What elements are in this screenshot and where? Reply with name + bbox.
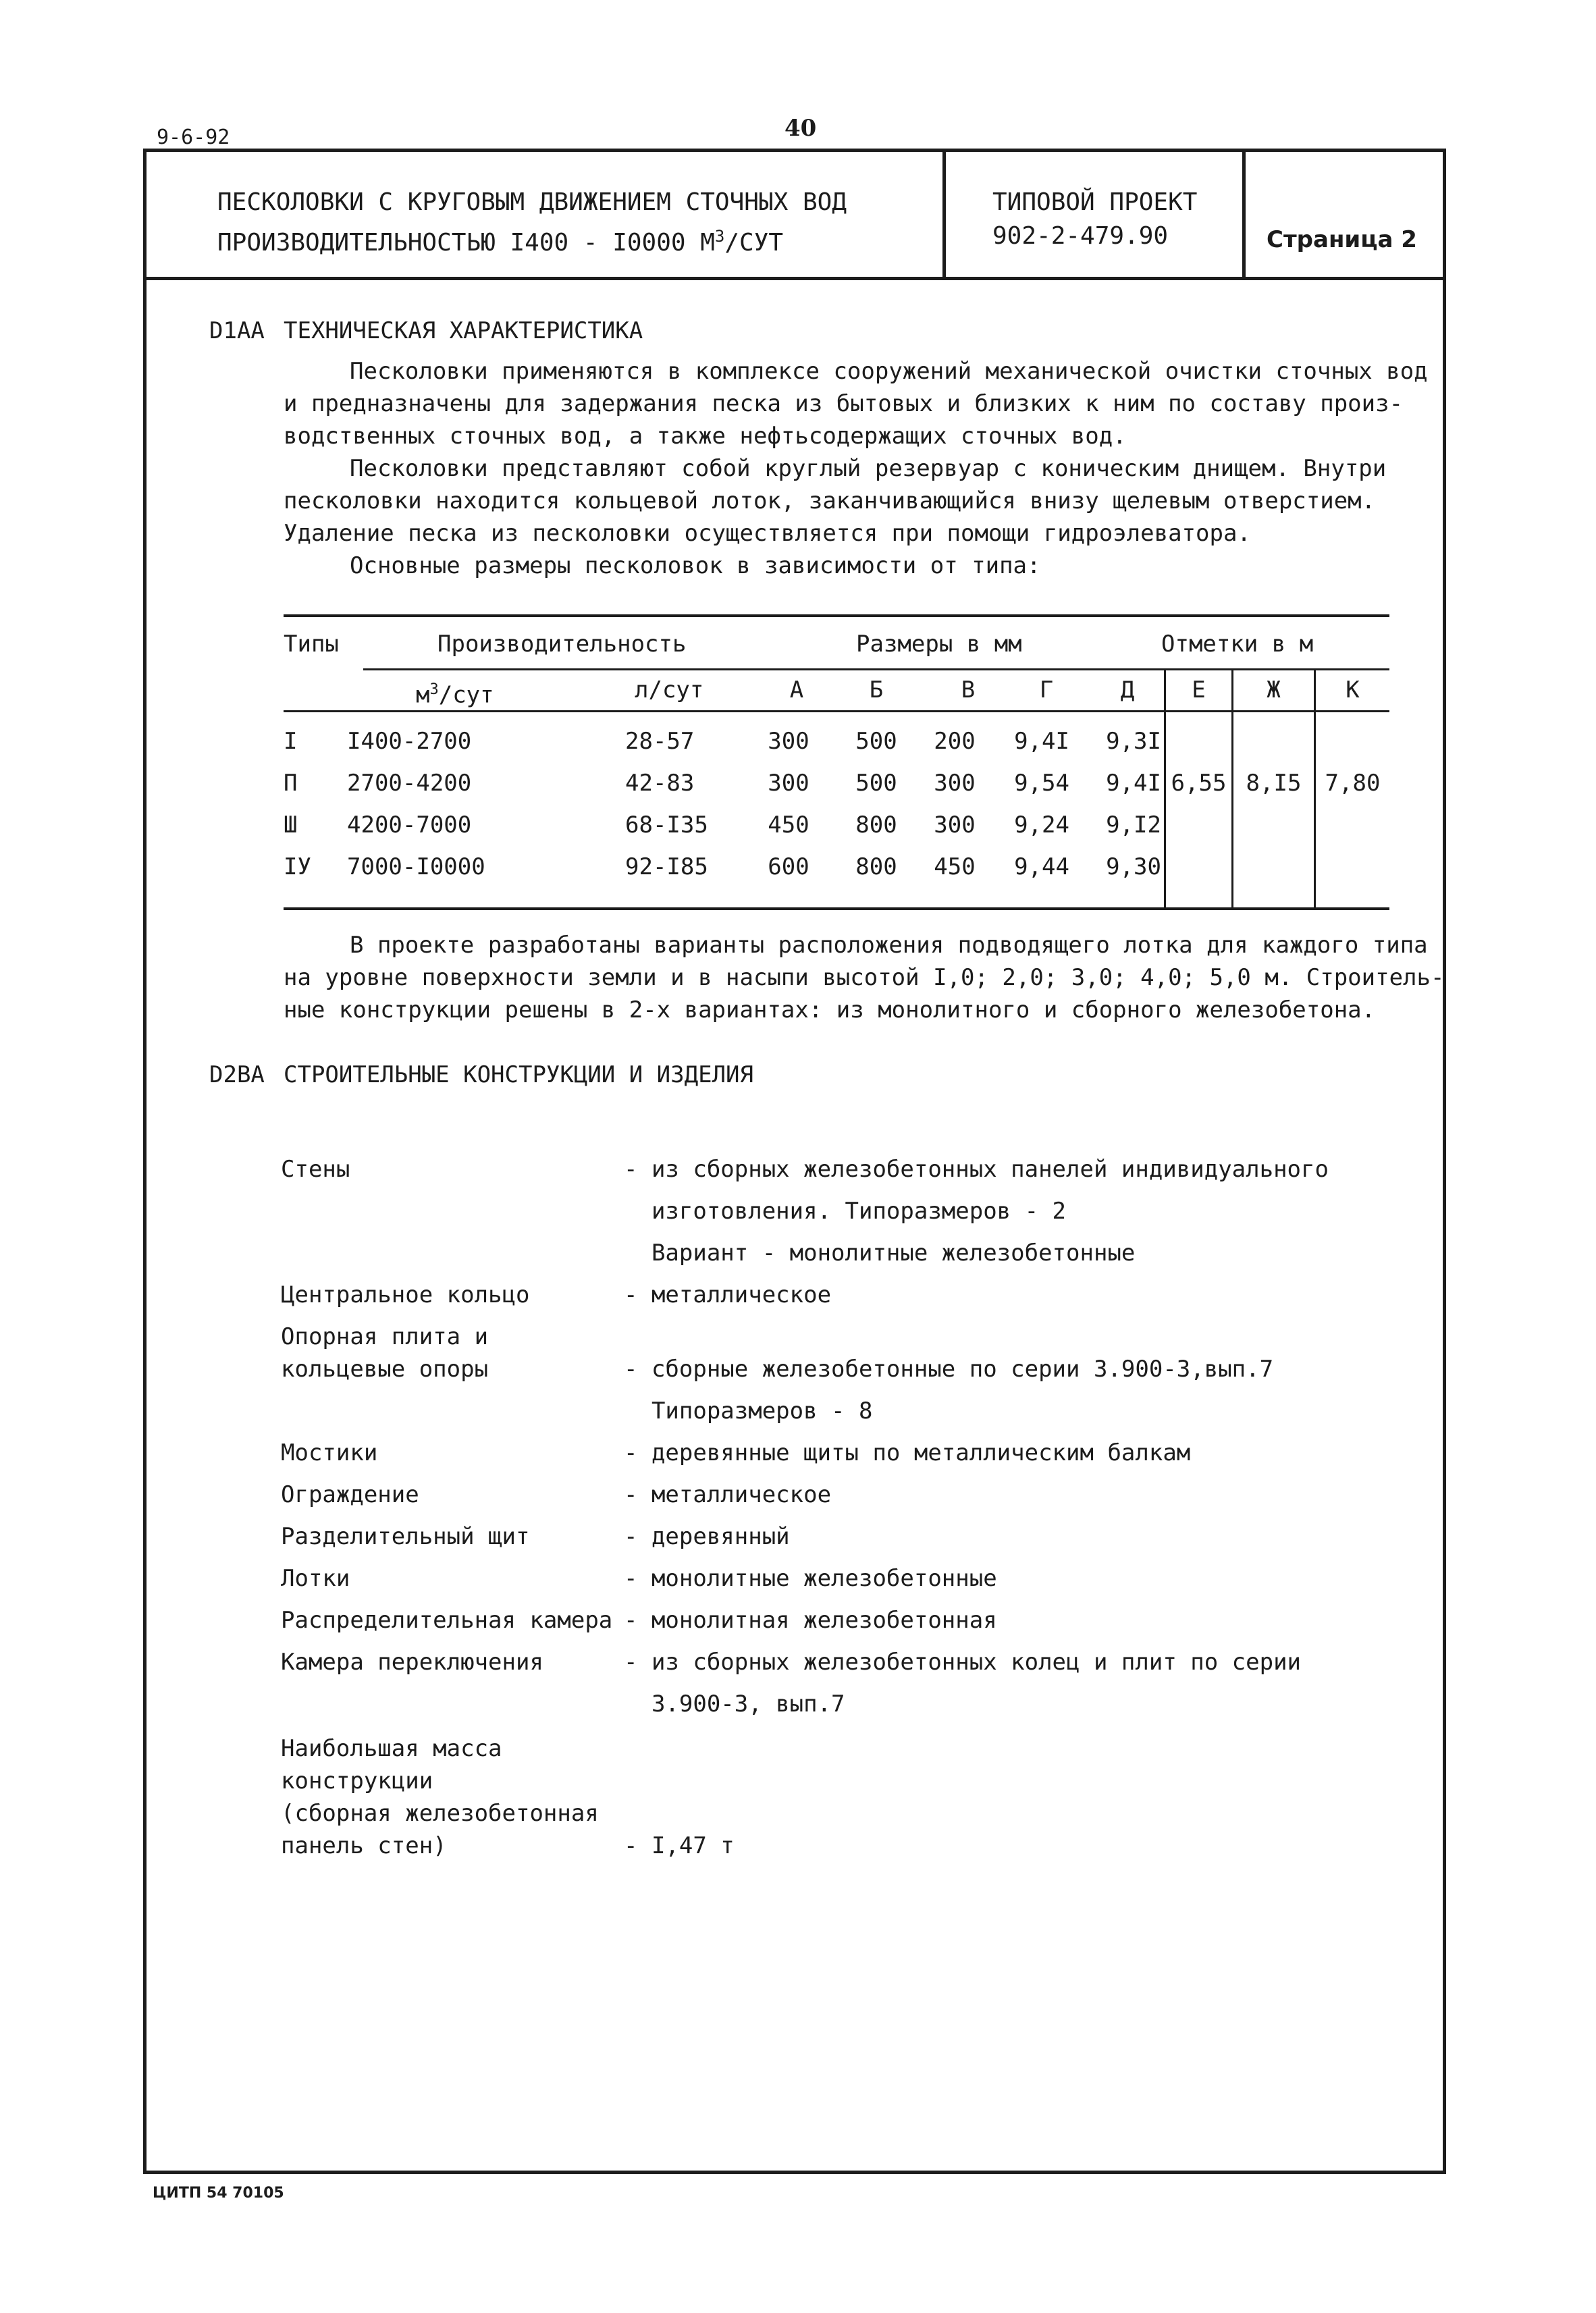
spec-label: Наибольшая масса [281, 1735, 502, 1762]
spec-label: Стены [281, 1156, 350, 1183]
section1-line: водственных сточных вод, а также нефтьсодержащих сточных вод. [284, 423, 1127, 450]
spec-label: Камера переключения [281, 1649, 543, 1676]
table-row-d: 9,I2 [1106, 812, 1161, 839]
sub-col-g: Г [1039, 676, 1054, 703]
spec-value: Вариант - монолитные железобетонные [624, 1240, 1136, 1267]
spec-label: Распределительная камера [281, 1607, 613, 1634]
sub-col-a: А [789, 676, 804, 703]
section1-title: ТЕХНИЧЕСКАЯ ХАРАКТЕРИСТИКА [284, 317, 643, 344]
section1-line: Удаление песка из песколовки осуществляется при помощи гидроэлеватора. [284, 520, 1251, 547]
table-row-v: 450 [934, 853, 976, 880]
table-row-v: 300 [934, 812, 976, 839]
section2-code: D2BA [209, 1061, 265, 1088]
spec-value: - металлическое [624, 1481, 832, 1508]
table-row-ls: 68-I35 [625, 812, 708, 839]
spec-value: - из сборных железобетонных панелей индивидуального [624, 1156, 1329, 1183]
table-row-type: П [284, 770, 298, 797]
table-row-m3: I400-2700 [347, 728, 472, 755]
sub-col-d: Д [1120, 676, 1135, 703]
spec-label: кольцевые опоры [281, 1356, 489, 1383]
sub-col-e: Е [1192, 676, 1206, 703]
project-number: 902-2-479.90 [992, 222, 1169, 250]
spec-value: - деревянные щиты по металлическим балкам [624, 1439, 1191, 1466]
header-title-line2-suffix: /СУТ [724, 229, 784, 257]
header-title-line2-sup: 3 [714, 227, 725, 246]
spec-value: 3.900-3, вып.7 [624, 1691, 845, 1718]
header-divider-v1 [942, 149, 946, 280]
table-row-a: 600 [768, 853, 809, 880]
table-mark-k: 7,80 [1325, 770, 1381, 797]
table-row-g: 9,44 [1014, 853, 1069, 880]
spec-label: (сборная железобетонная [281, 1800, 599, 1827]
table-row-g: 9,4I [1014, 728, 1069, 755]
spec-label: Ограждение [281, 1481, 419, 1508]
document-code: 9-6-92 [157, 126, 230, 149]
page-label: Страница 2 [1267, 226, 1417, 253]
sub-m3-suffix: /сут [438, 681, 494, 709]
spec-value: - сборные железобетонные по серии 3.900-3,вып.7 [624, 1356, 1274, 1383]
sub-m3 [416, 674, 494, 711]
spec-label: Опорная плита и [281, 1323, 489, 1350]
table-row-b: 800 [855, 853, 897, 880]
header-divider-v2 [1242, 149, 1246, 280]
spec-value: - из сборных железобетонных колец и плит по серии [624, 1649, 1302, 1676]
header-divider [143, 277, 1446, 280]
spec-value: - I,47 т [624, 1832, 735, 1859]
spec-label: Центральное кольцо [281, 1281, 530, 1308]
table-row-m3: 4200-7000 [347, 812, 472, 839]
table-mark-e: 6,55 [1171, 770, 1227, 797]
spec-value: - деревянный [624, 1523, 790, 1550]
after-table-line: на уровне поверхности земли и в насыпи высотой I,0; 2,0; 3,0; 4,0; 5,0 м. Строитель- [284, 964, 1445, 991]
spec-label: Разделительный щит [281, 1523, 530, 1550]
project-label: ТИПОВОЙ ПРОЕКТ [992, 188, 1198, 216]
head-capacity: Производительность [437, 631, 687, 658]
section1-code: D1AA [209, 317, 265, 344]
spec-label: Мостики [281, 1439, 378, 1466]
table-row-v: 200 [934, 728, 976, 755]
spec-label: панель стен) [281, 1832, 447, 1859]
sub-col-k: К [1346, 676, 1360, 703]
spec-value: - монолитные железобетонные [624, 1565, 997, 1592]
spec-label: конструкции [281, 1767, 433, 1794]
table-row-v: 300 [934, 770, 976, 797]
sheet-number: 40 [784, 115, 817, 142]
table-row-g: 9,24 [1014, 812, 1069, 839]
spec-value: изготовления. Типоразмеров - 2 [624, 1198, 1067, 1225]
section1-line: и предназначены для задержания песка из бытовых и близких к ним по составу произ- [284, 390, 1404, 417]
head-sizes: Размеры в мм [856, 631, 1022, 658]
section2-title: СТРОИТЕЛЬНЫЕ КОНСТРУКЦИИ И ИЗДЕЛИЯ [284, 1061, 753, 1088]
spec-value: Типоразмеров - 8 [624, 1398, 873, 1425]
sub-col-zh: Ж [1267, 676, 1281, 703]
table-mark-zh: 8,I5 [1246, 770, 1302, 797]
table-row-d: 9,30 [1106, 853, 1161, 880]
section1-line: Основные размеры песколовок в зависимости от типа: [350, 552, 1041, 579]
section1-line: песколовки находится кольцевой лоток, заканчивающийся внизу щелевым отверстием. [284, 487, 1376, 514]
table-row-ls: 28-57 [625, 728, 695, 755]
table-row-a: 300 [768, 728, 809, 755]
sub-ls: л/сут [635, 676, 704, 703]
after-table-line: ные конструкции решены в 2-х вариантах: из монолитного и сборного железобетона. [284, 996, 1376, 1023]
header-title-line1: ПЕСКОЛОВКИ С КРУГОВЫМ ДВИЖЕНИЕМ СТОЧНЫХ ВОД [217, 188, 847, 216]
after-table-line: В проекте разработаны варианты расположения подводящего лотка для каждого типа [350, 932, 1428, 959]
table-row-m3: 2700-4200 [347, 770, 472, 797]
head-types: Типы [284, 631, 339, 658]
section1-line: Песколовки представляют собой круглый резервуар с коническим днищем. Внутри [350, 455, 1387, 482]
table-row-g: 9,54 [1014, 770, 1069, 797]
sub-col-v: В [961, 676, 976, 703]
table-row-ls: 92-I85 [625, 853, 708, 880]
table-sub-rule [363, 668, 1389, 670]
header-title-line2 [217, 219, 783, 260]
table-row-m3: 7000-I0000 [347, 853, 485, 880]
spec-value: - металлическое [624, 1281, 832, 1308]
table-row-type: I [284, 728, 298, 755]
spec-value: - монолитная железобетонная [624, 1607, 997, 1634]
sub-m3-prefix: м [416, 681, 430, 709]
spec-label: Лотки [281, 1565, 350, 1592]
header-title-line2-prefix: ПРОИЗВОДИТЕЛЬНОСТЬЮ I400 - I0000 М [217, 229, 715, 257]
table-row-d: 9,4I [1106, 770, 1161, 797]
head-marks: Отметки в м [1161, 631, 1314, 658]
table-row-ls: 42-83 [625, 770, 695, 797]
table-row-a: 450 [768, 812, 809, 839]
table-row-d: 9,3I [1106, 728, 1161, 755]
table-row-b: 500 [855, 770, 897, 797]
sub-m3-sup: 3 [429, 681, 439, 698]
section1-line: Песколовки применяются в комплексе сооружений механической очистки сточных вод [350, 358, 1428, 385]
table-bottom-rule [284, 907, 1389, 910]
table-row-b: 500 [855, 728, 897, 755]
sub-col-b: Б [869, 676, 884, 703]
table-row-type: IУ [284, 853, 311, 880]
table-row-type: Ш [284, 812, 298, 839]
footer-stamp: ЦИТП 54 70105 [153, 2185, 284, 2202]
table-row-b: 800 [855, 812, 897, 839]
table-row-a: 300 [768, 770, 809, 797]
table-top-rule [284, 614, 1389, 617]
